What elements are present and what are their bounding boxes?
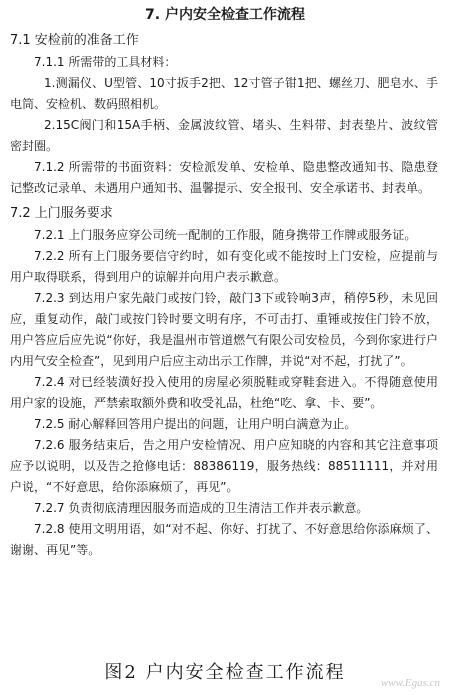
paragraph-7-2-4: 7.2.4 对已经装潢好投入使用的房屋必须脱鞋或穿鞋套进入。不得随意使用用户家的设施，严禁索取额外费和收受礼品，杜绝“吃、拿、卡、要”。 [10,375,438,410]
paragraph-7-2-5: 7.2.5 耐心解释回答用户提出的问题，让用户明白满意为止。 [34,417,357,431]
document-title: 7. 户内安全检查工作流程 [145,7,305,23]
paragraph-7-2-2: 7.2.2 所有上门服务要信守约时，如有变化或不能按时上门安检，应提前与用户取得联系，得到用户的谅解并向用户表示歉意。 [10,249,438,284]
section-heading: 7.2 上门服务要求 [10,206,113,221]
watermark: www.Egas.cn [380,677,440,689]
section-service-requirements [0,203,450,561]
section-heading: 7.1 安检前的准备工作 [10,33,139,48]
paragraph-7-2-6: 7.2.6 服务结束后，告之用户安检情况、用户应知晓的内容和其它注意事项应予以说明，以及告之抢修电话：88386119，服务热线：88511111，并对用户说，“不好意思，给你添麻烦了，再见”。 [10,438,438,494]
figure-caption: 图2 户内安全检查工作流程 [104,662,346,683]
section-preparation [0,30,450,199]
paragraph-7-1-2: 7.1.2 所需带的书面资料：安检派发单、安检单、隐患整改通知书、隐患登记整改记录单、未遇用户通知书、温馨提示、安全报刊、安全承诺书、封表单。 [10,160,438,195]
document-page [0,4,450,561]
paragraph-7-1-1: 7.1.1 所需带的工具材料： [34,55,177,69]
paragraph-tools-2: 2.15C阀门和15A手柄、金属波纹管、堵头、生料带、封表垫片、波纹管密封圈。 [10,118,438,153]
paragraph-7-2-1: 7.2.1 上门服务应穿公司统一配制的工作服，随身携带工作牌或服务证。 [34,228,417,242]
paragraph-tools-1: 1.测漏仪、U型管、10寸扳手2把、12寸管子钳1把、螺丝刀、肥皂水、手电筒、安检机、数码照相机。 [10,76,438,111]
paragraph-7-2-8: 7.2.8 使用文明用语，如“对不起、你好、打扰了、不好意思给你添麻烦了、谢谢、再见”等。 [10,522,438,557]
paragraph-7-2-3: 7.2.3 到达用户家先敲门或按门铃，敲门3下或铃响3声，稍停5秒，未见回应，重复动作，敲门或按门铃时要文明有序，不可击打、重锤或按住门铃不放，用户答应后应先说“你好，我是温州市管道燃气有限公司安检员，今到你家进行户内用气安全检查”，见到用户后应主动出示工作牌，并说“对不起，打扰了”。 [10,291,438,368]
paragraph-7-2-7: 7.2.7 负责彻底清理因服务而造成的卫生清洁工作并表示歉意。 [34,501,369,515]
